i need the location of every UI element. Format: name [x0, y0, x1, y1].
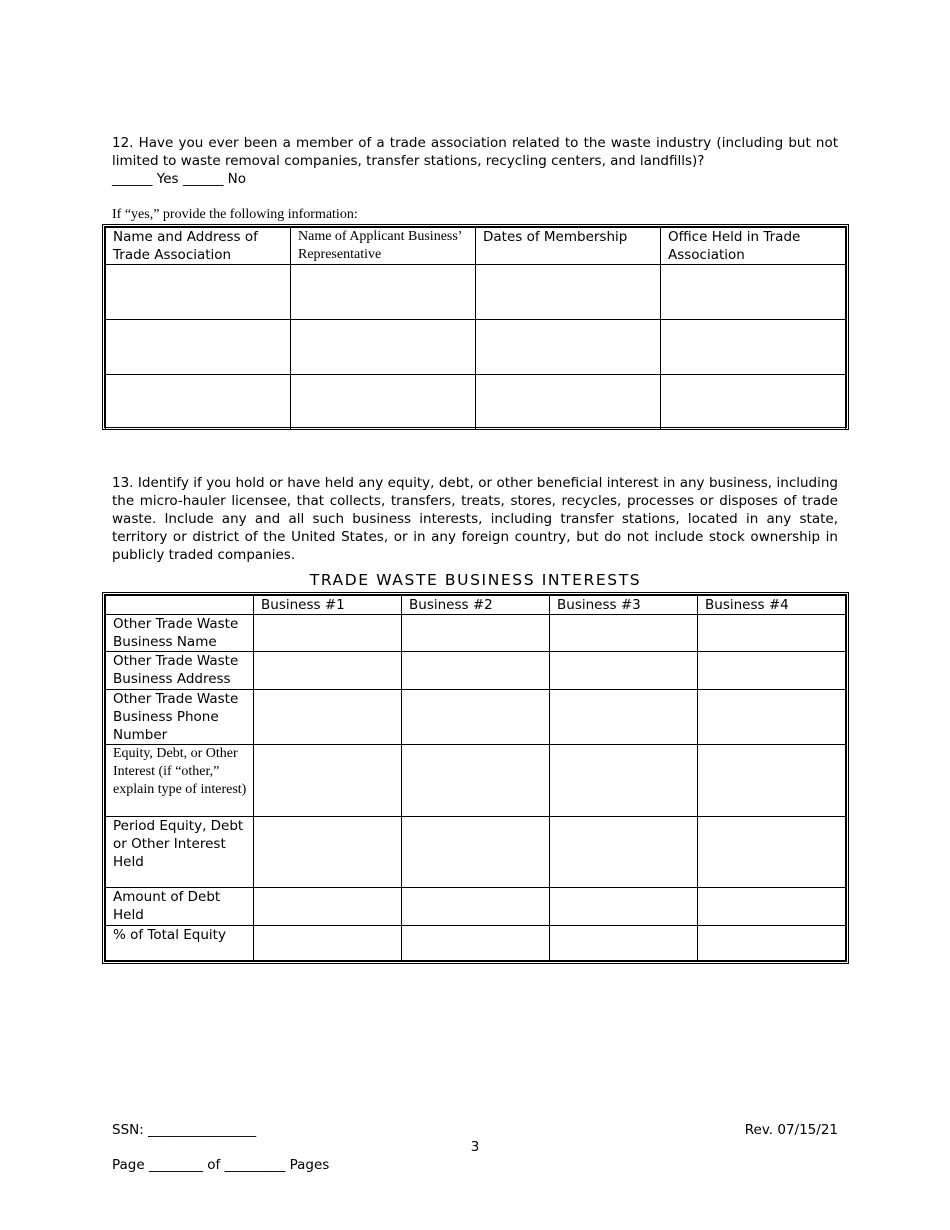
table-cell[interactable]: [661, 375, 846, 430]
table-row: [106, 745, 846, 817]
table-header-row: [106, 596, 846, 615]
header-blank: [106, 596, 254, 615]
row-label-total-equity: % of Total Equity: [106, 925, 254, 960]
table-cell[interactable]: [698, 816, 846, 888]
row-label-period-held: Period Equity, Debt or Other Interest Held: [106, 816, 254, 888]
business-interests-title: TRADE WASTE BUSINESS INTERESTS: [309, 571, 642, 589]
table-row: [106, 615, 846, 652]
revision-date: Rev. 07/15/21: [744, 1122, 838, 1138]
table-cell[interactable]: [106, 320, 291, 375]
table-cell[interactable]: [550, 652, 698, 689]
table-cell[interactable]: [698, 745, 846, 817]
table-row: [106, 265, 846, 320]
table-row: [106, 375, 846, 430]
trade-association-intro: If “yes,” provide the following information:: [112, 207, 358, 222]
header-business-1: Business #1: [254, 596, 402, 615]
header-dates: Dates of Membership: [476, 228, 661, 265]
page-of-pages-field[interactable]: Page ________ of _________ Pages: [112, 1157, 330, 1173]
table-cell[interactable]: [402, 652, 550, 689]
yes-no-field[interactable]: ______ Yes ______ No: [112, 171, 247, 187]
business-interests-table: [102, 592, 849, 964]
table-cell[interactable]: [550, 816, 698, 888]
page-number: 3: [470, 1139, 480, 1155]
table-cell[interactable]: [291, 265, 476, 320]
table-cell[interactable]: [550, 745, 698, 817]
table-cell[interactable]: [106, 375, 291, 430]
table-cell[interactable]: [698, 615, 846, 652]
table-cell[interactable]: [476, 320, 661, 375]
table-row: [106, 689, 846, 744]
table-cell[interactable]: [402, 689, 550, 744]
ssn-field[interactable]: SSN: ________________: [112, 1122, 257, 1138]
table-cell[interactable]: [402, 615, 550, 652]
table-row: [106, 320, 846, 375]
table-header-row: [106, 228, 846, 265]
table-cell[interactable]: [698, 925, 846, 960]
table-cell[interactable]: [402, 888, 550, 925]
row-label-business-name: Other Trade Waste Business Name: [106, 615, 254, 652]
table-cell[interactable]: [291, 320, 476, 375]
row-label-business-phone: Other Trade Waste Business Phone Number: [106, 689, 254, 744]
table-cell[interactable]: [550, 615, 698, 652]
table-row: [106, 925, 846, 960]
table-cell[interactable]: [550, 888, 698, 925]
table-cell[interactable]: [254, 615, 402, 652]
table-cell[interactable]: [402, 745, 550, 817]
table-cell[interactable]: [476, 375, 661, 430]
question-12-text: 12. Have you ever been a member of a trade association related to the waste industry (including but not limited to waste removal companies, transfer stations, recycling centers, and landfills)?: [112, 135, 838, 169]
question-13-text: 13. Identify if you hold or have held any equity, debt, or other beneficial interest in any business, including the micro-hauler licensee, that collects, transfers, treats, stores, recycles, processes or disposes of trade waste. Include any and all such business interests, including transfer stations, located in any state, territory or district of the United States, or in any foreign country, but do not include stock ownership in publicly traded companies.: [112, 475, 838, 563]
table-cell[interactable]: [476, 265, 661, 320]
header-business-3: Business #3: [550, 596, 698, 615]
table-row: [106, 652, 846, 689]
table-cell[interactable]: [661, 265, 846, 320]
table-cell[interactable]: [550, 925, 698, 960]
table-cell[interactable]: [254, 745, 402, 817]
table-cell[interactable]: [402, 816, 550, 888]
row-label-interest-type: Equity, Debt, or Other Interest (if “other,” explain type of interest): [106, 745, 254, 817]
table-cell[interactable]: [661, 320, 846, 375]
table-cell[interactable]: [254, 689, 402, 744]
header-business-4: Business #4: [698, 596, 846, 615]
row-label-business-address: Other Trade Waste Business Address: [106, 652, 254, 689]
table-cell[interactable]: [291, 375, 476, 430]
table-cell[interactable]: [550, 689, 698, 744]
table-cell[interactable]: [698, 888, 846, 925]
trade-association-table: [102, 224, 849, 430]
table-cell[interactable]: [254, 888, 402, 925]
table-cell[interactable]: [254, 652, 402, 689]
table-cell[interactable]: [106, 265, 291, 320]
table-cell[interactable]: [698, 652, 846, 689]
header-name-address: Name and Address of Trade Association: [106, 228, 291, 265]
header-representative: Name of Applicant Business’ Representative: [291, 228, 476, 265]
row-label-debt-amount: Amount of Debt Held: [106, 888, 254, 925]
header-business-2: Business #2: [402, 596, 550, 615]
table-row: [106, 816, 846, 888]
table-cell[interactable]: [254, 816, 402, 888]
table-cell[interactable]: [254, 925, 402, 960]
table-cell[interactable]: [402, 925, 550, 960]
table-row: [106, 888, 846, 925]
header-office: Office Held in Trade Association: [661, 228, 846, 265]
table-cell[interactable]: [698, 689, 846, 744]
